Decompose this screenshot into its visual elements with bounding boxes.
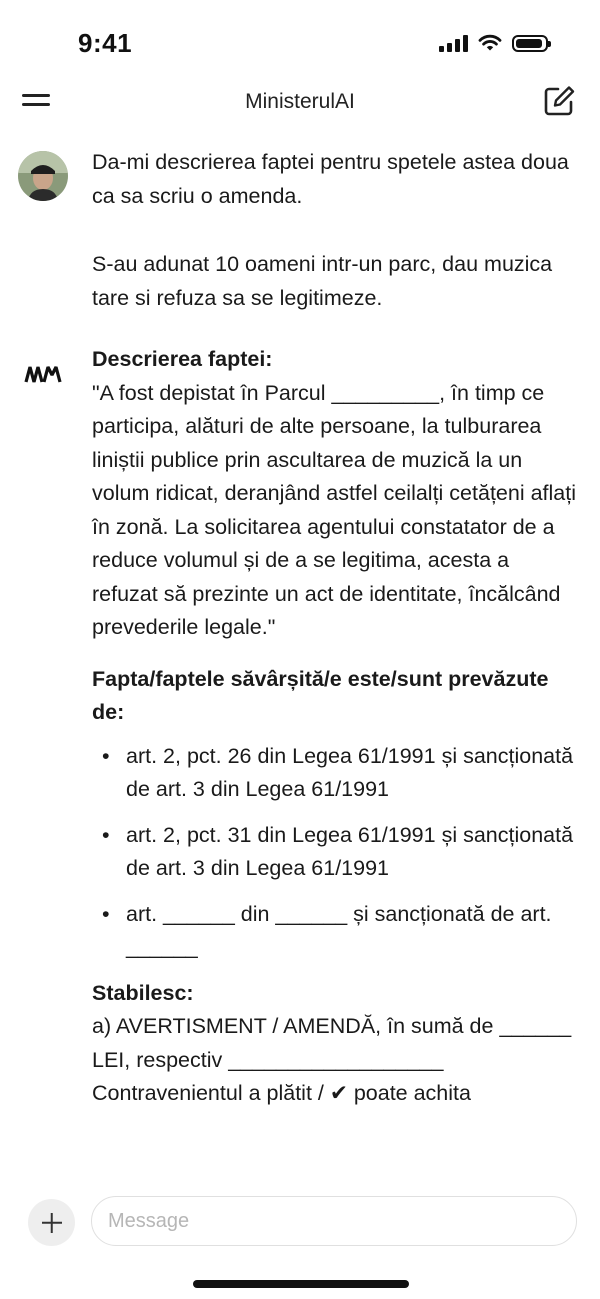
decision-heading: Stabilesc: [92, 980, 194, 1005]
compose-icon [542, 84, 576, 118]
user-message [0, 145, 600, 315]
list-item: • art. 2, pct. 26 din Legea 61/1991 și sancționată de art. 3 din Legea 61/1991 [92, 740, 576, 807]
description-text: "A fost depistat în Parcul _________, în timp ce participa, alături de alte persoane, la tulburarea liniștii publice prin ascultarea de muzică la un volum ridicat, deranjând astfel ceilalți cetățeni aflați în zonă. La solicitarea agentului constatator de a reduce volumul și de a se legitima, acesta a refuzat să prezinte un act de identitate, încălcând prevederile legale." [92, 380, 577, 639]
battery-icon [512, 35, 548, 52]
user-message-paragraph-1: Da-mi descrierea faptei pentru spetele astea doua ca sa scriu o amenda. [92, 150, 569, 208]
attach-button[interactable] [28, 1199, 75, 1246]
payment-line: Contravenientul a plătit / ✔ poate achita [92, 1081, 471, 1105]
app-title: MinisterulAI [245, 90, 355, 113]
home-indicator[interactable] [193, 1280, 409, 1288]
assistant-message-text [92, 343, 576, 1111]
list-item: • art. 2, pct. 31 din Legea 61/1991 și sancționată de art. 3 din Legea 61/1991 [92, 819, 576, 886]
sanction-line: a) AVERTISMENT / AMENDĂ, în sumă de ______ LEI, respectiv __________________ [92, 1014, 572, 1072]
new-chat-button[interactable] [542, 84, 576, 118]
legal-basis-list [92, 740, 576, 965]
user-avatar[interactable] [18, 151, 68, 201]
status-icons [439, 34, 548, 52]
chat-thread [0, 145, 600, 1185]
assistant-logo-icon [18, 349, 68, 399]
user-message-paragraph-2: S-au adunat 10 oameni intr-un parc, dau muzica tare si refuza sa se legitimeze. [92, 252, 553, 310]
user-message-text [92, 145, 576, 315]
cellular-signal-icon [439, 34, 468, 52]
description-heading: Descrierea faptei: [92, 347, 273, 371]
status-time: 9:41 [78, 28, 133, 58]
assistant-message [0, 343, 600, 1111]
wifi-icon [478, 34, 502, 52]
legal-basis-heading: Fapta/faptele săvârșită/e este/sunt prevăzute de: [92, 666, 549, 724]
app-header [0, 72, 600, 132]
list-item: • art. ______ din ______ și sancționată de art. ______ [92, 898, 576, 965]
message-input[interactable] [91, 1196, 577, 1246]
